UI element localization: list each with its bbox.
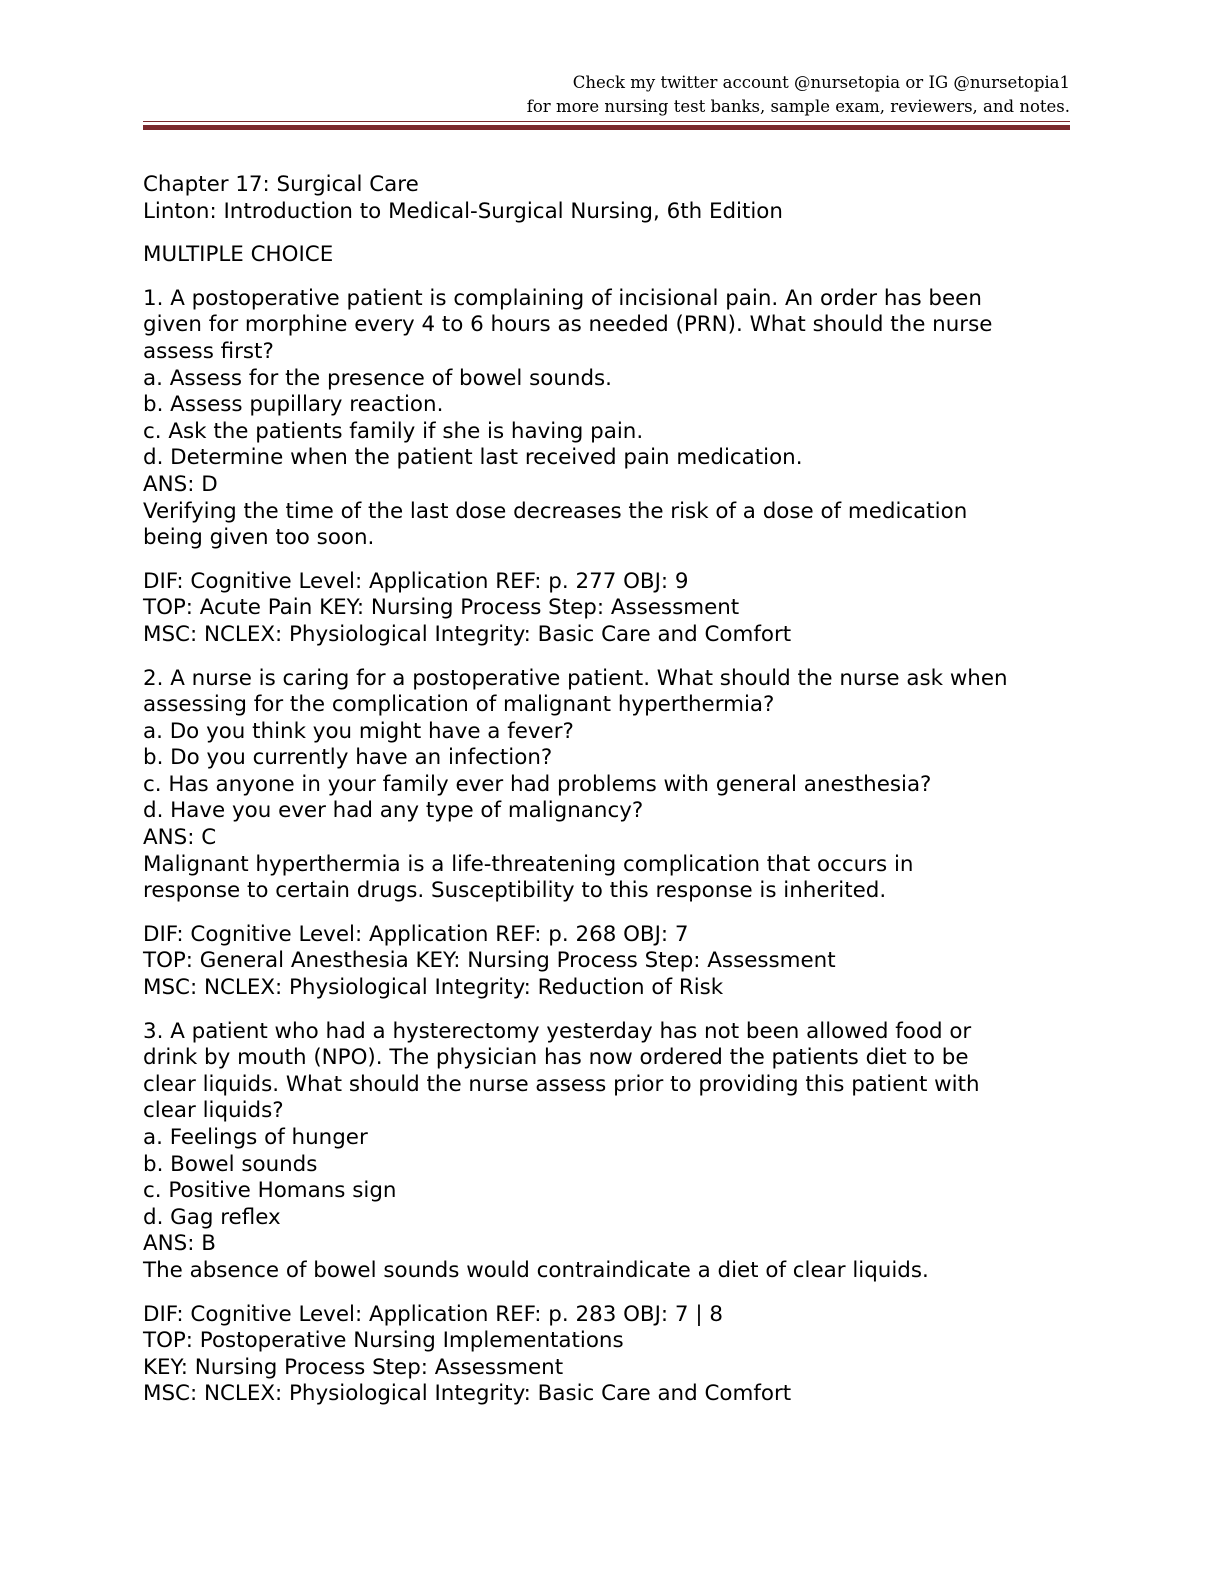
rationale-line: Malignant hyperthermia is a life-threatening complication that occurs in — [143, 851, 914, 877]
answer-key: ANS: C — [143, 825, 217, 851]
answer-option: b. Bowel sounds — [143, 1151, 318, 1177]
rationale-line: Verifying the time of the last dose decreases the risk of a dose of medication — [143, 498, 968, 524]
question-1 — [143, 286, 1083, 649]
header-rule-thin — [143, 121, 1070, 122]
answer-option: d. Have you ever had any type of malignancy? — [143, 798, 644, 824]
answer-option: d. Gag reflex — [143, 1204, 281, 1230]
answer-key: ANS: B — [143, 1231, 216, 1257]
answer-option: c. Has anyone in your family ever had problems with general anesthesia? — [143, 771, 932, 797]
question-stem-line: clear liquids? — [143, 1098, 284, 1124]
question-stem-line: 1. A postoperative patient is complaining of incisional pain. An order has been — [143, 285, 982, 311]
meta-line: TOP: Postoperative Nursing Implementations — [143, 1328, 624, 1354]
answer-option: d. Determine when the patient last received pain medication. — [143, 445, 803, 471]
rationale-line: being given too soon. — [143, 525, 375, 551]
question-stem-line: given for morphine every 4 to 6 hours as needed (PRN). What should the nurse — [143, 312, 993, 338]
question-stem-line: assess first? — [143, 338, 274, 364]
question-stem-line: 3. A patient who had a hysterectomy yesterday has not been allowed food or — [143, 1018, 972, 1044]
answer-option: c. Ask the patients family if she is having pain. — [143, 418, 644, 444]
meta-line: MSC: NCLEX: Physiological Integrity: Basic Care and Comfort — [143, 1381, 792, 1407]
header-line-2: for more nursing test banks, sample exam, reviewers, and notes. — [526, 97, 1070, 116]
question-3 — [143, 1019, 1083, 1408]
document-body — [143, 172, 1083, 1408]
rationale-line: response to certain drugs. Susceptibility to this response is inherited. — [143, 878, 887, 904]
meta-line: TOP: Acute Pain KEY: Nursing Process Step: Assessment — [143, 595, 740, 621]
meta-line: MSC: NCLEX: Physiological Integrity: Reduction of Risk — [143, 975, 724, 1001]
rationale-line: The absence of bowel sounds would contraindicate a diet of clear liquids. — [143, 1257, 929, 1283]
section-heading: MULTIPLE CHOICE — [143, 242, 334, 268]
meta-line: DIF: Cognitive Level: Application REF: p. 268 OBJ: 7 — [143, 921, 689, 947]
book-title: Linton: Introduction to Medical-Surgical Nursing, 6th Edition — [143, 198, 783, 224]
question-stem-line: drink by mouth (NPO). The physician has now ordered the patients diet to be — [143, 1045, 969, 1071]
answer-option: a. Do you think you might have a fever? — [143, 718, 574, 744]
meta-line: TOP: General Anesthesia KEY: Nursing Process Step: Assessment — [143, 948, 836, 974]
answer-option: b. Assess pupillary reaction. — [143, 392, 444, 418]
header-line-1: Check my twitter account @nursetopia or IG @nursetopia1 — [572, 73, 1070, 92]
answer-option: c. Positive Homans sign — [143, 1178, 397, 1204]
meta-line: MSC: NCLEX: Physiological Integrity: Basic Care and Comfort — [143, 621, 792, 647]
meta-line: KEY: Nursing Process Step: Assessment — [143, 1354, 564, 1380]
answer-option: a. Feelings of hunger — [143, 1125, 368, 1150]
meta-line: DIF: Cognitive Level: Application REF: p. 283 OBJ: 7 | 8 — [143, 1301, 723, 1327]
chapter-title: Chapter 17: Surgical Care — [143, 172, 419, 197]
question-stem-line: clear liquids. What should the nurse assess prior to providing this patient with — [143, 1071, 980, 1097]
question-stem-line: assessing for the complication of malignant hyperthermia? — [143, 692, 775, 718]
answer-option: a. Assess for the presence of bowel sounds. — [143, 365, 612, 391]
meta-line: DIF: Cognitive Level: Application REF: p. 277 OBJ: 9 — [143, 568, 689, 594]
page-header — [527, 71, 1070, 119]
header-rule-thick — [143, 125, 1070, 130]
answer-option: b. Do you currently have an infection? — [143, 745, 553, 771]
answer-key: ANS: D — [143, 471, 218, 497]
question-stem-line: 2. A nurse is caring for a postoperative patient. What should the nurse ask when — [143, 665, 1008, 691]
question-2 — [143, 666, 1083, 1002]
